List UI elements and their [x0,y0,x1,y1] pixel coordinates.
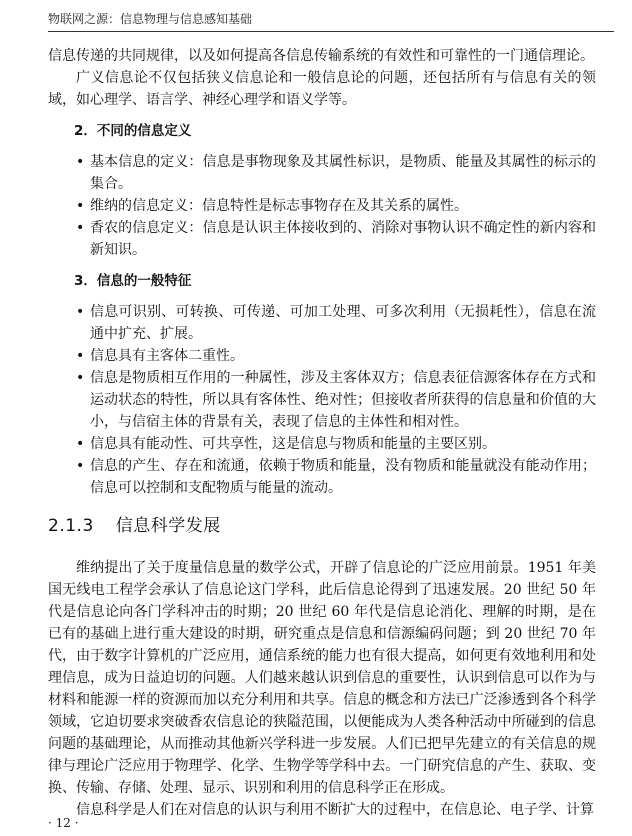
list-item: • 信息的产生、存在和流通，依赖于物质和能量，没有物质和能量就没有能动作用；信息可以控制和支配物质与能量的流动。 [48,455,596,499]
definitions-list [48,151,596,261]
list-item: • 维纳的信息定义：信息特性是标志事物存在及其关系的属性。 [48,195,596,217]
header-rule [48,31,614,32]
section-heading [48,515,596,537]
characteristics-list [48,301,596,499]
intro-paragraph-1: 信息传递的共同规律，以及如何提高各信息传输系统的有效性和可靠性的一门通信理论。 [48,48,594,64]
section-title: 信息科学发展 [115,516,221,536]
list-item: • 信息是物质相互作用的一种属性，涉及主客体双方；信息表征信源客体存在方式和运动状态的特性，所以具有客体性、绝对性；但接收者所获得的信息量和价值的大小，与信宿主体的背景有关，表现了信息的主体性和相对性。 [48,367,596,433]
section-number: 2.1.3 [48,516,94,536]
characteristics-heading: 3．信息的一般特征 [74,273,192,289]
section-paragraph-1: 维纳提出了关于度量信息量的数学公式，开辟了信息论的广泛应用前景。1951 年美国无线电工程学会承认了信息论这门学科，此后信息论得到了迅速发展。20 世纪 50 年代是信息论向各门学科冲击的时期；20 世纪 60 年代是信息论消化、理解的时期，是在已有的基础上进行重大建设的时期，研究重点是信息和信源编码问题；到 20 世纪 70 年代，由于数字计算机的广泛应用，通信系统的能力也有很大提高，如何更有效地利用和处理信息，成为日益迫切的问题。人们越来越认识到信息的重要性，认识到信息可以作为与材料和能源一样的资源而加以充分利用和共享。信息的概念和方法已广泛渗透到各个科学领域，它迫切要求突破香农信息论的狭隘范围，以便能成为人类各种活动中所碰到的信息问题的基础理论，从而推动其他新兴学科进一步发展。人们已把早先建立的有关信息的规律与理论广泛应用于物理学、化学、生物学等学科中去。一门研究信息的产生、获取、变换、传输、存储、处理、显示、识别和利用的信息科学正在形成。 [48,560,596,796]
list-item: • 基本信息的定义：信息是事物现象及其属性标识，是物质、能量及其属性的标示的集合。 [48,151,596,195]
section-paragraph-2: 信息科学是人们在对信息的认识与利用不断扩大的过程中，在信息论、电子学、计算 [76,802,594,818]
intro-paragraph-2: 广义信息论不仅包括狭义信息论和一般信息论的问题，还包括所有与信息有关的领域，如心理学、语言学、神经心理学和语义学等。 [48,70,596,108]
list-item: • 香农的信息定义：信息是认识主体接收到的、消除对事物认识不确定性的新内容和新知识。 [48,217,596,261]
list-item: • 信息具有能动性、可共享性，这是信息与物质和能量的主要区别。 [48,433,596,455]
list-item: • 信息具有主客体二重性。 [48,345,596,367]
page-number: · 12 · [48,816,79,830]
definitions-heading: 2．不同的信息定义 [74,123,192,139]
running-header: 物联网之源：信息物理与信息感知基础 [48,12,253,26]
page-body [48,45,596,821]
list-item: • 信息可识别、可转换、可传递、可加工处理、可多次利用（无损耗性），信息在流通中扩充、扩展。 [48,301,596,345]
